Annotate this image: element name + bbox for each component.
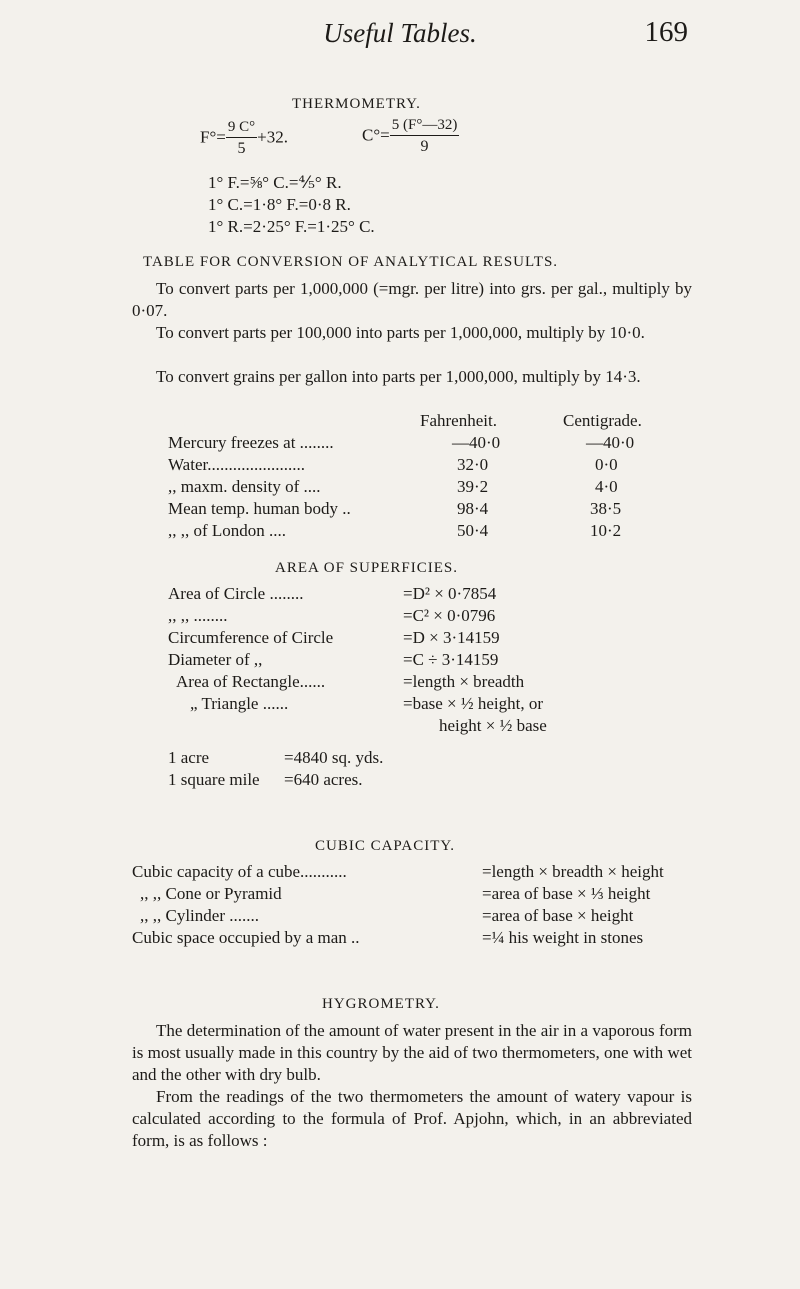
table-row [168, 521, 286, 541]
thermometry-heading: THERMOMETRY. [292, 96, 421, 112]
cubic-row-label: Cubic capacity of a cube........... [132, 862, 347, 881]
row-label: ,, ,, of London .... [168, 521, 287, 540]
table-row [168, 433, 334, 453]
analytical-para-1: To convert parts per 1,000,000 (=mgr. per litre) into grs. per gal., multiply by 0·07. [132, 279, 692, 320]
analytical-para-2: To convert parts per 100,000 into parts per 1,000,000, multiply by 10·0. [156, 323, 645, 342]
table-cell-c: 10·2 [590, 521, 622, 540]
f-denominator: 5 [237, 140, 246, 157]
area-row-label: Area of Circle ........ [168, 584, 304, 603]
area-row-value: =D × 3·14159 [403, 628, 500, 647]
hygrometry-para-2: From the readings of the two thermometers the amount of watery vapour is calculated according to the formula of Prof. Apjohn, which, in an abbreviated form, is as follows : [132, 1087, 692, 1150]
hygrometry-para-1: The determination of the amount of water present in the air in a vaporous form is most usually made in this country by the aid of two thermometers, one with wet and the other with dry bulb. [132, 1021, 692, 1084]
hygrometry-heading: HYGROMETRY. [322, 996, 440, 1012]
row-label: Mercury freezes at ........ [168, 433, 334, 452]
table-row [168, 499, 351, 519]
page-number: 169 [644, 16, 688, 48]
c-numerator: 5 (F°—32) [390, 118, 460, 136]
col-header-fahrenheit: Fahrenheit. [420, 411, 497, 430]
area-row-label: Area of Rectangle...... [176, 672, 326, 691]
c-lhs: C°= [362, 125, 390, 145]
mile-label: 1 square mile [168, 770, 260, 789]
table-cell-f: 32·0 [457, 455, 489, 474]
acre-value: =4840 sq. yds. [284, 748, 384, 767]
equivalence-3: 1° R.=2·25° F.=1·25° C. [208, 217, 375, 236]
cubic-row-label: ,, ,, Cone or Pyramid [140, 884, 282, 903]
cubic-row-value: =area of base × height [482, 906, 634, 925]
mile-value: =640 acres. [284, 770, 363, 789]
cubic-row-value: =area of base × ⅓ height [482, 884, 651, 903]
row-label: ,, maxm. density of .... [168, 477, 321, 496]
area-row-label: Diameter of ,, [168, 650, 263, 669]
area-heading: AREA OF SUPERFICIES. [275, 560, 458, 576]
table-cell-f: 98·4 [457, 499, 489, 518]
area-row-value: =C² × 0·0796 [403, 606, 496, 625]
analytical-para-3: To convert grains per gallon into parts per 1,000,000, multiply by 14·3. [156, 367, 641, 386]
area-row-value: =C ÷ 3·14159 [403, 650, 499, 669]
table-cell-c: —40·0 [586, 433, 635, 452]
area-row-label: Circumference of Circle [168, 628, 334, 647]
table-cell-c: 4·0 [595, 477, 618, 496]
area-row-label: „ Triangle ...... [190, 694, 289, 713]
cubic-row-value: =length × breadth × height [482, 862, 664, 881]
table-cell-f: 39·2 [457, 477, 489, 496]
table-cell-f: 50·4 [457, 521, 489, 540]
running-title: Useful Tables. [323, 18, 477, 48]
f-fraction [226, 120, 257, 157]
celsius-formula [362, 118, 459, 155]
f-numerator: 9 C° [226, 120, 257, 138]
table-row [168, 455, 305, 475]
row-label: Water....................... [168, 455, 305, 474]
cubic-row-label: ,, ,, Cylinder ....... [140, 906, 259, 925]
c-fraction [390, 118, 460, 155]
col-header-centigrade: Centigrade. [563, 411, 642, 430]
table-cell-c: 0·0 [595, 455, 618, 474]
f-lhs: F°= [200, 127, 226, 147]
analytical-heading: TABLE FOR CONVERSION OF ANALYTICAL RESULTS. [143, 254, 559, 270]
area-row-value: =length × breadth [403, 672, 525, 691]
table-row [168, 477, 321, 497]
area-continuation: height × ½ base [439, 716, 547, 735]
area-row-value: =D² × 0·7854 [403, 584, 497, 603]
area-row-label: ,, ,, ........ [168, 606, 228, 625]
acre-label: 1 acre [168, 748, 210, 767]
area-row-value: =base × ½ height, or [403, 694, 544, 713]
equivalence-2: 1° C.=1·8° F.=0·8 R. [208, 195, 351, 214]
row-label: Mean temp. human body .. [168, 499, 351, 518]
cubic-heading: CUBIC CAPACITY. [315, 838, 456, 854]
equivalence-1: 1° F.=⅝° C.=⅘° R. [208, 173, 342, 192]
table-cell-c: 38·5 [590, 499, 622, 518]
cubic-row-label: Cubic space occupied by a man .. [132, 928, 360, 947]
fahrenheit-formula [200, 120, 288, 157]
f-tail: +32. [257, 127, 288, 147]
table-cell-f: —40·0 [452, 433, 501, 452]
c-denominator: 9 [420, 138, 429, 155]
cubic-row-value: =¼ his weight in stones [482, 928, 644, 947]
